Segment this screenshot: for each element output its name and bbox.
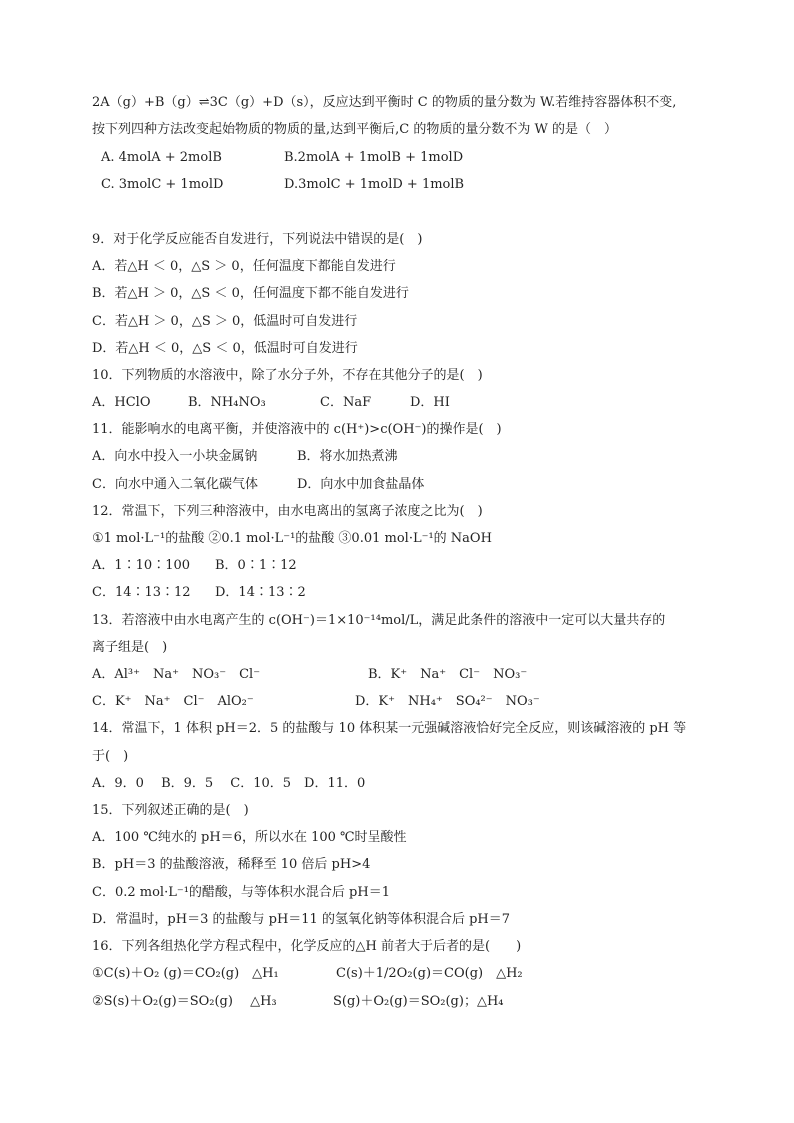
q16-reaction-1a: ①C(s)＋O₂ (g)＝CO₂(g) △H₁ xyxy=(92,966,279,981)
q10-stem: 10．下列物质的水溶液中，除了水分子外，不存在其他分子的是( ) xyxy=(92,368,483,383)
q9-stem: 9．对于化学反应能否自发进行，下列说法中错误的是( ) xyxy=(92,232,423,247)
q13-option-c: C．K⁺ Na⁺ Cl⁻ AlO₂⁻ xyxy=(92,694,254,709)
q14-stem-line1: 14．常温下，1 体积 pH＝2．5 的盐酸与 10 体积某一元强碱溶液恰好完全反应，则该碱溶液的 pH 等 xyxy=(92,721,687,736)
q16-stem: 16．下列各组热化学方程式程中，化学反应的△H 前者大于后者的是( ) xyxy=(92,939,522,954)
q13-stem-line1: 13．若溶液中由水电离产生的 c(OH⁻)＝1×10⁻¹⁴mol/L，满足此条件的溶液中一定可以大量共存的 xyxy=(92,613,666,628)
q10-option-c: C．NaF xyxy=(320,395,372,410)
q15-option-a: A．100 ℃纯水的 pH＝6，所以水在 100 ℃时呈酸性 xyxy=(92,830,407,845)
q13-option-d: D．K⁺ NH₄⁺ SO₄²⁻ NO₃⁻ xyxy=(355,694,540,709)
q11-option-a: A．向水中投入一小块金属钠 xyxy=(92,449,258,464)
q12-option-b: B．0∶1∶12 xyxy=(215,558,297,573)
q9-option-b: B．若△H ＞ 0，△S ＜ 0，任何温度下都不能自发进行 xyxy=(92,286,409,301)
q15-option-b: B．pH＝3 的盐酸溶液，稀释至 10 倍后 pH>4 xyxy=(92,857,371,872)
q15-option-c: C．0.2 mol·L⁻¹的醋酸，与等体积水混合后 pH＝1 xyxy=(92,885,390,900)
q8-option-d: D.3molC + 1molD + 1molB xyxy=(284,177,465,192)
q11-option-c: C．向水中通入二氧化碳气体 xyxy=(92,477,258,492)
q9-option-c: C．若△H ＞ 0，△S ＞ 0，低温时可自发进行 xyxy=(92,314,358,329)
q14-stem-line2: 于( ) xyxy=(92,749,129,764)
q12-option-d: D．14∶13∶2 xyxy=(215,585,306,600)
q16-reaction-1b: C(s)＋1/2O₂(g)＝CO(g) △H₂ xyxy=(336,966,523,981)
q9-option-d: D．若△H ＜ 0，△S ＜ 0，低温时可自发进行 xyxy=(92,341,358,356)
q13-stem-line2: 离子组是( ) xyxy=(92,640,168,655)
q13-option-a: A．Al³⁺ Na⁺ NO₃⁻ Cl⁻ xyxy=(92,667,261,682)
q10-option-a: A．HClO xyxy=(92,395,151,410)
q12-option-c: C．14∶13∶12 xyxy=(92,585,191,600)
q11-stem: 11．能影响水的电离平衡，并使溶液中的 c(H⁺)>c(OH⁻)的操作是( ) xyxy=(92,422,502,437)
q8-stem-line2: 按下列四种方法改变起始物质的物质的量,达到平衡后,C 的物质的量分数不为 W 的是（ ） xyxy=(92,122,617,137)
q12-stem: 12．常温下，下列三种溶液中，由水电离出的氢离子浓度之比为( ) xyxy=(92,504,483,519)
q8-option-a: A. 4molA + 2molB xyxy=(101,150,222,165)
q16-reaction-2b: S(g)＋O₂(g)＝SO₂(g)；△H₄ xyxy=(333,994,504,1009)
q10-option-d: D．HI xyxy=(410,395,450,410)
q8-option-b: B.2molA + 1molB + 1molD xyxy=(284,150,464,165)
q15-stem: 15．下列叙述正确的是( ) xyxy=(92,803,249,818)
q14-options: A．9．0 B．9．5 C．10．5 D．11．0 xyxy=(92,776,366,791)
q13-option-b: B．K⁺ Na⁺ Cl⁻ NO₃⁻ xyxy=(368,667,528,682)
q16-reaction-2a: ②S(s)＋O₂(g)＝SO₂(g) △H₃ xyxy=(92,994,277,1009)
q10-option-b: B．NH₄NO₃ xyxy=(188,395,266,410)
q8-option-c: C. 3molC + 1molD xyxy=(101,177,224,192)
q8-stem-line1: 2A（g）+B（g）⇌3C（g）+D（s），反应达到平衡时 C 的物质的量分数为 W.若维持容器体积不变, xyxy=(92,95,677,110)
q12-option-a: A．1∶10∶100 xyxy=(92,558,191,573)
q11-option-d: D．向水中加食盐晶体 xyxy=(297,477,425,492)
q12-items: ①1 mol·L⁻¹的盐酸 ②0.1 mol·L⁻¹的盐酸 ③0.01 mol·L⁻¹的 NaOH xyxy=(92,531,492,546)
q9-option-a: A．若△H ＜ 0，△S ＞ 0，任何温度下都能自发进行 xyxy=(92,259,396,274)
q15-option-d: D．常温时，pH＝3 的盐酸与 pH＝11 的氢氧化钠等体积混合后 pH＝7 xyxy=(92,912,511,927)
q11-option-b: B．将水加热煮沸 xyxy=(297,449,398,464)
